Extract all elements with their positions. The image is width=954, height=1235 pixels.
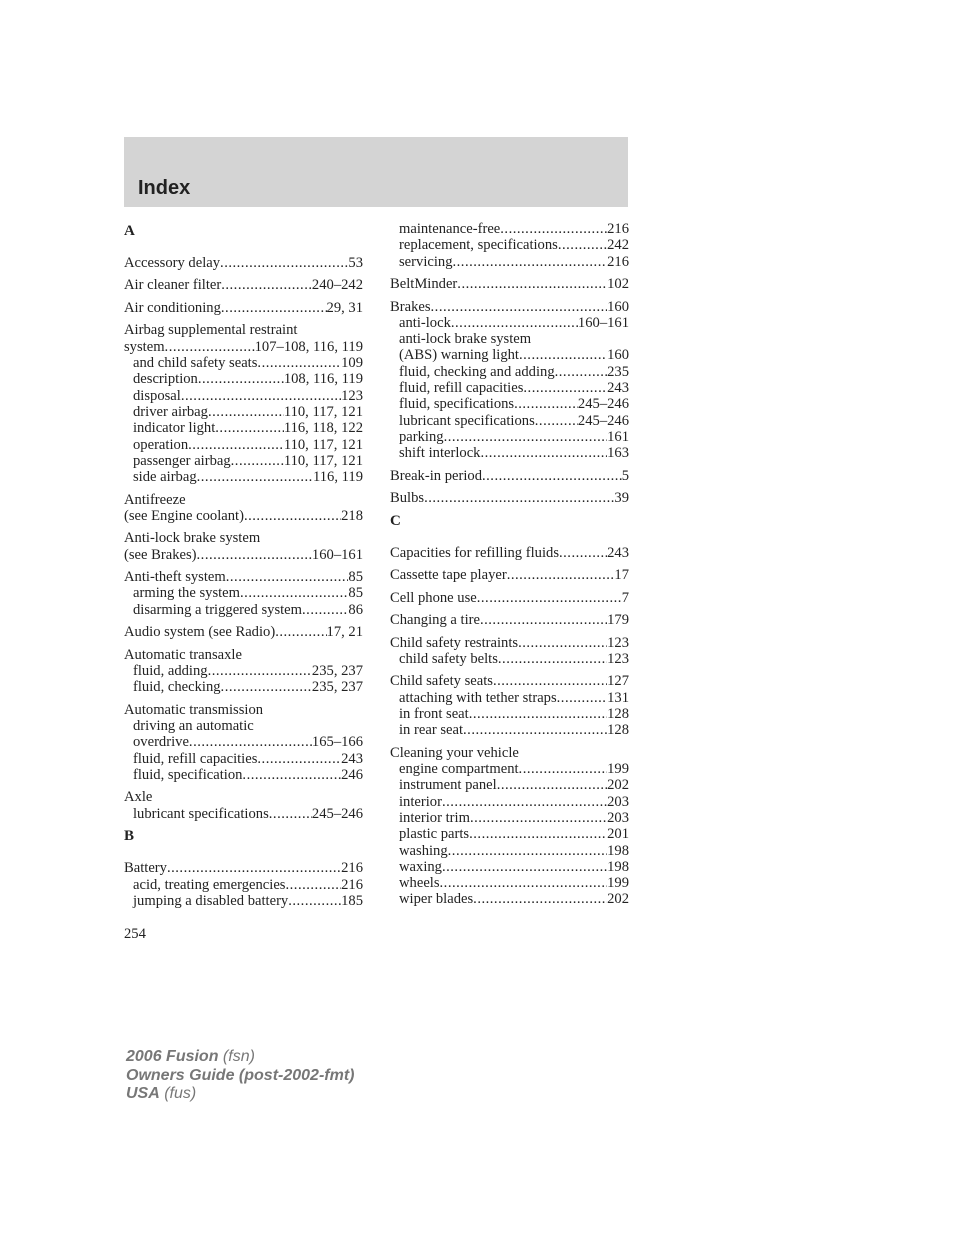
entry-text: (see Brakes) <box>124 546 197 563</box>
entry-text: Child safety seats <box>390 673 493 690</box>
entry-page-ref: 107–108, 116, 119 <box>254 338 363 355</box>
index-entry <box>124 624 363 640</box>
dot-leader <box>453 254 608 270</box>
footer-line-model: 2006 Fusion (fsn) <box>126 1048 255 1065</box>
dot-leader <box>286 877 342 893</box>
index-entry <box>390 276 629 292</box>
entry-page-ref: 245–246 <box>311 805 363 822</box>
index-term <box>390 468 629 484</box>
entry-text: interior trim <box>399 809 470 826</box>
entry-page-ref: 7 <box>621 589 629 606</box>
entry-page-ref: 163 <box>607 445 629 462</box>
index-subentry <box>390 875 629 891</box>
entry-text: operation <box>133 436 189 453</box>
page-title: Index <box>138 177 191 199</box>
entry-text: Child safety restraints <box>390 634 519 651</box>
index-entry <box>124 860 363 909</box>
index-subentry <box>390 810 629 826</box>
dot-leader <box>231 453 284 469</box>
entry-text: Audio system (see Radio) <box>124 624 276 641</box>
entry-page-ref: 199 <box>607 761 629 778</box>
index-subentry <box>124 806 363 822</box>
dot-leader <box>221 300 327 316</box>
dot-leader <box>220 255 348 271</box>
entry-page-ref: 127 <box>607 673 629 690</box>
entry-page-ref: 39 <box>614 490 629 507</box>
entry-text: Air cleaner filter <box>124 277 222 294</box>
entry-page-ref: 179 <box>607 612 629 629</box>
entry-page-ref: 160 <box>607 347 629 364</box>
entry-page-ref: 243 <box>607 544 629 561</box>
index-subentry <box>124 734 363 750</box>
entry-page-ref: 165–166 <box>311 734 363 751</box>
index-term <box>124 255 363 271</box>
entry-text: passenger airbag <box>133 452 231 469</box>
dot-leader <box>226 569 349 585</box>
entry-page-ref: 123 <box>607 634 629 651</box>
entry-text: fluid, checking <box>133 679 221 696</box>
dot-leader <box>442 794 607 810</box>
index-entry <box>390 635 629 668</box>
entry-text: Automatic transaxle <box>124 646 242 663</box>
index-entry <box>390 299 629 462</box>
index-subentry <box>124 355 363 371</box>
entry-text: instrument panel <box>399 777 497 794</box>
entry-text: side airbag <box>133 469 197 486</box>
dot-leader <box>257 355 341 371</box>
entry-text: description <box>133 371 198 388</box>
index-entry <box>124 569 363 618</box>
entry-text: system <box>124 338 165 355</box>
entry-text: maintenance-free <box>399 221 501 237</box>
entry-text: indicator light <box>133 420 216 437</box>
entry-page-ref: 203 <box>607 809 629 826</box>
entry-text: fluid, refill capacities <box>133 750 258 767</box>
dot-leader <box>469 706 607 722</box>
entry-text: jumping a disabled battery <box>133 892 289 909</box>
dot-leader <box>519 347 607 363</box>
index-term <box>124 508 363 524</box>
dot-leader <box>470 810 607 826</box>
entry-page-ref: 245–246 <box>577 396 629 413</box>
entry-page-ref: 86 <box>348 601 363 618</box>
index-subentry <box>124 663 363 679</box>
entry-page-ref: 110, 117, 121 <box>283 403 363 420</box>
index-term <box>124 789 363 805</box>
dot-leader <box>197 469 313 485</box>
page-number: 254 <box>124 926 146 942</box>
dot-leader <box>208 663 312 679</box>
index-entry <box>124 789 363 822</box>
entry-page-ref: 128 <box>607 722 629 739</box>
index-term <box>390 745 629 761</box>
index-subentry <box>390 347 629 363</box>
index-entry <box>124 702 363 783</box>
dot-leader <box>482 468 622 484</box>
dot-leader <box>181 388 341 404</box>
index-subentry <box>390 315 629 331</box>
dot-leader <box>555 364 607 380</box>
index-term <box>124 547 363 563</box>
dot-leader <box>275 624 326 640</box>
entry-page-ref: 216 <box>341 876 363 893</box>
dot-leader <box>442 859 607 875</box>
entry-page-ref: 199 <box>607 875 629 892</box>
entry-page-ref: 201 <box>607 826 629 843</box>
index-subentry <box>124 893 363 909</box>
entry-page-ref: 110, 117, 121 <box>283 452 363 469</box>
dot-leader <box>518 635 607 651</box>
index-term <box>390 590 629 606</box>
index-term <box>390 490 629 506</box>
entry-text: washing <box>399 842 448 859</box>
index-term <box>390 299 629 315</box>
entry-page-ref: 116, 118, 122 <box>283 420 363 437</box>
entry-page-ref: 85 <box>348 585 363 602</box>
index-entry <box>124 530 363 563</box>
entry-page-ref: 235, 237 <box>311 663 363 680</box>
index-header <box>124 137 628 207</box>
index-subentry <box>124 420 363 436</box>
dot-leader <box>493 673 607 689</box>
entry-page-ref: 17, 21 <box>326 624 363 641</box>
index-term <box>124 569 363 585</box>
entry-text: Airbag supplemental restraint <box>124 322 298 339</box>
index-subentry <box>390 891 629 907</box>
dot-leader <box>498 651 607 667</box>
index-entry <box>390 612 629 628</box>
entry-text: Capacities for refilling fluids <box>390 544 559 561</box>
dot-leader <box>188 437 284 453</box>
entry-text: overdrive <box>133 734 189 751</box>
index-subentry <box>390 651 629 667</box>
entry-text: interior <box>399 793 442 810</box>
entry-text: and child safety seats <box>133 355 258 372</box>
dot-leader <box>240 585 348 601</box>
index-entry <box>124 255 363 271</box>
index-subentry <box>124 602 363 618</box>
index-entry <box>124 647 363 696</box>
dot-leader <box>463 722 607 738</box>
index-subentry <box>124 404 363 420</box>
entry-page-ref: 53 <box>348 255 363 271</box>
entry-page-ref: 131 <box>607 689 629 706</box>
index-subentry <box>124 585 363 601</box>
entry-text: Axle <box>124 789 153 806</box>
index-subentry <box>390 761 629 777</box>
dot-leader <box>448 843 607 859</box>
index-column-left <box>124 221 363 915</box>
index-entry <box>390 590 629 606</box>
entry-text: fluid, checking and adding <box>399 363 555 380</box>
index-subentry <box>390 777 629 793</box>
dot-leader <box>242 767 341 783</box>
entry-page-ref: 160 <box>607 298 629 315</box>
entry-page-ref: 202 <box>607 891 629 908</box>
entry-text: attaching with tether straps <box>399 689 557 706</box>
entry-page-ref: 198 <box>607 842 629 859</box>
index-subentry <box>390 722 629 738</box>
entry-text: servicing <box>399 253 453 270</box>
index-entry <box>390 545 629 561</box>
dot-leader <box>480 612 607 628</box>
index-subentry <box>124 388 363 404</box>
dot-leader <box>431 299 608 315</box>
section-letter-c: C <box>390 512 401 529</box>
index-entry <box>390 673 629 738</box>
dot-leader <box>424 490 614 506</box>
dot-leader <box>302 602 348 618</box>
index-subentry <box>390 254 629 270</box>
entry-text: in front seat <box>399 706 469 722</box>
entry-text: anti-lock brake system <box>399 331 532 348</box>
index-subentry <box>390 237 629 253</box>
entry-page-ref: 202 <box>607 777 629 794</box>
dot-leader <box>558 237 607 253</box>
index-term <box>390 276 629 292</box>
dot-leader <box>473 891 607 907</box>
entry-text: driving an automatic <box>133 718 254 735</box>
index-term <box>390 567 629 583</box>
index-term <box>124 277 363 293</box>
entry-page-ref: 110, 117, 121 <box>283 436 363 453</box>
index-entry <box>124 277 363 293</box>
entry-text: plastic parts <box>399 826 470 843</box>
index-subentry <box>124 371 363 387</box>
dot-leader <box>497 777 607 793</box>
entry-text: fluid, specification <box>133 767 243 783</box>
entry-text: Cleaning your vehicle <box>390 744 519 761</box>
dot-leader <box>440 875 608 891</box>
index-term <box>390 635 629 651</box>
index-subentry <box>124 767 363 783</box>
index-subentry <box>390 413 629 429</box>
index-term <box>124 339 363 355</box>
dot-leader <box>165 339 255 355</box>
entry-text: Break-in period <box>390 467 482 484</box>
dot-leader <box>244 508 341 524</box>
entry-text: Cassette tape player <box>390 567 507 584</box>
dot-leader <box>167 860 341 876</box>
index-term <box>124 702 363 718</box>
index-subentry <box>390 690 629 706</box>
index-entry <box>124 492 363 525</box>
entry-page-ref: 108, 116, 119 <box>283 371 363 388</box>
entry-page-ref: 160–161 <box>311 546 363 563</box>
index-subentry <box>390 429 629 445</box>
entry-page-ref: 235, 237 <box>311 679 363 696</box>
index-term <box>124 322 363 338</box>
index-subentry <box>390 826 629 842</box>
entry-page-ref: 246 <box>341 767 363 783</box>
entry-text: (see Engine coolant) <box>124 507 244 524</box>
entry-page-ref: 128 <box>607 706 629 722</box>
entry-text: child safety belts <box>399 650 498 667</box>
index-subentry <box>390 364 629 380</box>
index-subentry <box>124 469 363 485</box>
entry-text: waxing <box>399 858 442 875</box>
entry-page-ref: 243 <box>607 380 629 397</box>
index-subentry <box>124 751 363 767</box>
entry-page-ref: 5 <box>621 467 629 484</box>
index-entry <box>124 322 363 485</box>
entry-page-ref: 198 <box>607 858 629 875</box>
entry-page-ref: 123 <box>607 650 629 667</box>
index-subentry <box>124 877 363 893</box>
dot-leader <box>197 547 312 563</box>
index-entry <box>390 567 629 583</box>
entry-text: Accessory delay <box>124 255 221 271</box>
entry-page-ref: 216 <box>341 860 363 877</box>
index-subentry <box>390 396 629 412</box>
entry-page-ref: 102 <box>607 276 629 293</box>
index-term <box>124 624 363 640</box>
entry-text: arming the system <box>133 585 241 602</box>
entry-text: anti-lock <box>399 314 451 331</box>
dot-leader <box>507 567 615 583</box>
dot-leader <box>451 315 578 331</box>
index-term <box>124 647 363 663</box>
index-entry <box>390 468 629 484</box>
entry-text: Air conditioning <box>124 299 221 316</box>
entry-text: driver airbag <box>133 403 208 420</box>
entry-text: lubricant specifications <box>399 412 535 429</box>
entry-text: engine compartment <box>399 761 519 778</box>
entry-text: wiper blades <box>399 891 474 908</box>
footer-line-market: USA (fus) <box>126 1085 197 1102</box>
section-letter-a: A <box>124 223 135 239</box>
entry-text: Changing a tire <box>390 612 480 629</box>
index-subentry <box>390 331 629 347</box>
entry-text: fluid, adding <box>133 663 208 680</box>
index-subentry <box>390 380 629 396</box>
entry-text: Cell phone use <box>390 589 477 606</box>
dot-leader <box>535 413 578 429</box>
entry-text: Anti-lock brake system <box>124 530 261 547</box>
dot-leader <box>198 371 284 387</box>
index-subentry <box>390 843 629 859</box>
entry-text: Anti-theft system <box>124 569 226 586</box>
index-subentry <box>390 794 629 810</box>
entry-page-ref: 116, 119 <box>313 469 363 486</box>
index-entry <box>390 745 629 908</box>
entry-text: Brakes <box>390 298 431 315</box>
entry-text: disarming a triggered system <box>133 601 303 618</box>
dot-leader <box>208 404 284 420</box>
index-term <box>124 300 363 316</box>
dot-leader <box>288 893 341 909</box>
entry-text: lubricant specifications <box>133 805 269 822</box>
entry-text: acid, treating emergencies <box>133 876 286 893</box>
dot-leader <box>257 751 341 767</box>
entry-page-ref: 216 <box>607 221 629 237</box>
dot-leader <box>444 429 608 445</box>
entry-text: (ABS) warning light <box>399 347 519 364</box>
dot-leader <box>559 545 607 561</box>
index-entry <box>390 490 629 506</box>
dot-leader <box>519 761 608 777</box>
index-subentry <box>124 437 363 453</box>
entry-text: disposal <box>133 387 181 404</box>
index-term <box>124 492 363 508</box>
entry-text: fluid, specifications <box>399 396 515 413</box>
index-subentry <box>390 706 629 722</box>
dot-leader <box>523 380 607 396</box>
entry-page-ref: 185 <box>341 892 363 909</box>
entry-page-ref: 218 <box>341 507 363 524</box>
entry-text: BeltMinder <box>390 276 458 293</box>
document-footer <box>126 1048 354 1104</box>
index-subentry <box>390 445 629 461</box>
index-subentry <box>390 221 629 237</box>
index-term <box>390 673 629 689</box>
dot-leader <box>500 221 607 237</box>
dot-leader <box>221 679 312 695</box>
index-term <box>390 545 629 561</box>
entry-page-ref: 17 <box>614 567 629 584</box>
dot-leader <box>480 445 607 461</box>
index-term <box>124 530 363 546</box>
index-entry <box>124 300 363 316</box>
entry-text: fluid, refill capacities <box>399 380 524 397</box>
dot-leader <box>514 396 578 412</box>
dot-leader <box>221 277 312 293</box>
entry-text: wheels <box>399 875 440 892</box>
entry-text: Battery <box>124 860 167 877</box>
index-term <box>390 612 629 628</box>
index-subentry <box>124 718 363 734</box>
index-entry <box>390 221 629 270</box>
entry-text: in rear seat <box>399 722 464 739</box>
dot-leader <box>215 420 284 436</box>
entry-page-ref: 245–246 <box>577 412 629 429</box>
dot-leader <box>477 590 622 606</box>
entry-page-ref: 123 <box>341 387 363 404</box>
entry-page-ref: 242 <box>607 237 629 254</box>
index-column-right <box>390 221 629 914</box>
entry-page-ref: 85 <box>348 569 363 586</box>
entry-text: shift interlock <box>399 445 481 462</box>
entry-page-ref: 235 <box>607 363 629 380</box>
section-letter-b: B <box>124 828 135 845</box>
entry-page-ref: 161 <box>607 428 629 445</box>
entry-page-ref: 216 <box>607 253 629 270</box>
entry-page-ref: 29, 31 <box>326 299 363 316</box>
dot-leader <box>557 690 607 706</box>
dot-leader <box>457 276 607 292</box>
entry-page-ref: 240–242 <box>311 277 363 294</box>
entry-text: Bulbs <box>390 490 425 507</box>
index-term <box>124 860 363 876</box>
index-subentry <box>390 859 629 875</box>
entry-text: Antifreeze <box>124 491 186 508</box>
index-subentry <box>124 453 363 469</box>
dot-leader <box>189 734 312 750</box>
index-subentry <box>124 679 363 695</box>
dot-leader <box>469 826 607 842</box>
footer-line-guide: Owners Guide (post-2002-fmt) <box>126 1066 355 1084</box>
entry-text: Automatic transmission <box>124 701 264 718</box>
dot-leader <box>269 806 312 822</box>
entry-page-ref: 243 <box>341 750 363 767</box>
entry-text: parking <box>399 428 444 445</box>
entry-page-ref: 203 <box>607 793 629 810</box>
entry-page-ref: 109 <box>341 355 363 372</box>
entry-page-ref: 160–161 <box>577 314 629 331</box>
entry-text: replacement, specifications <box>399 237 558 254</box>
